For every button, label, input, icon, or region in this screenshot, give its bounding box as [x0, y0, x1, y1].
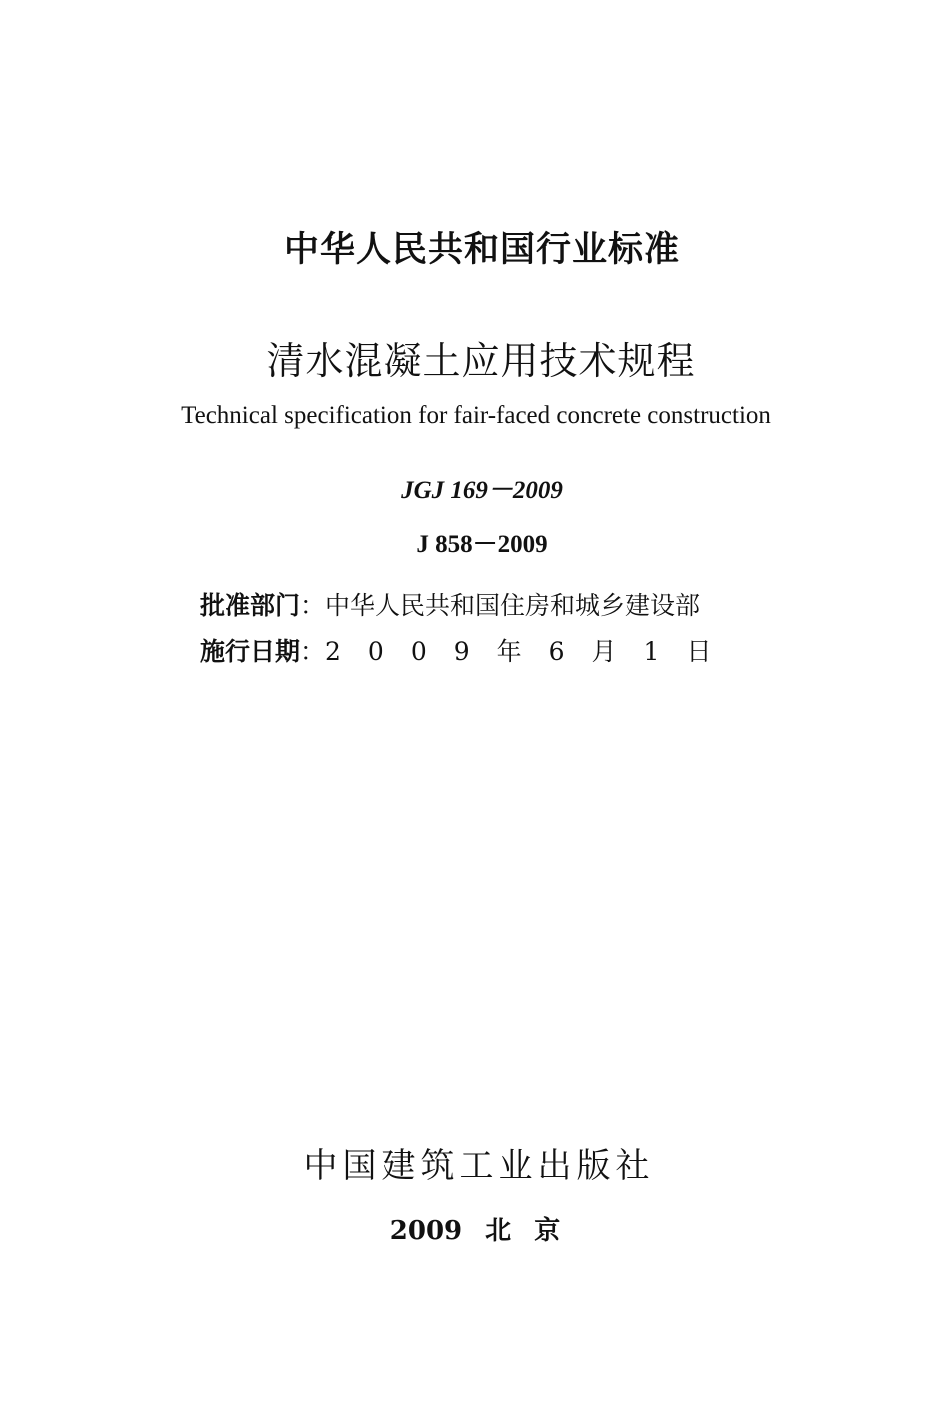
- standard-code-jgj: JGJ 169－2009: [401, 477, 563, 504]
- document-title-en: Technical specification for fair-faced concrete construction: [181, 402, 771, 429]
- industry-standard-heading: 中华人民共和国行业标准: [283, 230, 680, 270]
- effective-date-value: 2009年6月1日: [325, 637, 739, 666]
- effective-date-separator: ：: [300, 637, 326, 666]
- effective-date-line: [200, 632, 738, 668]
- standard-code-j: J 858－2009: [416, 531, 548, 558]
- approval-label: 批准部门: [200, 591, 301, 620]
- effective-date-label: 施行日期: [200, 637, 301, 666]
- approval-separator: ：: [300, 591, 326, 620]
- publisher-name: 中国建筑工业出版社: [303, 1146, 655, 1186]
- document-title-zh: 清水混凝土应用技术规程: [266, 339, 696, 383]
- approval-line: [200, 586, 700, 622]
- publication-year-place: 2009 北 京: [389, 1216, 561, 1246]
- approval-value: 中华人民共和国住房和城乡建设部: [325, 591, 701, 620]
